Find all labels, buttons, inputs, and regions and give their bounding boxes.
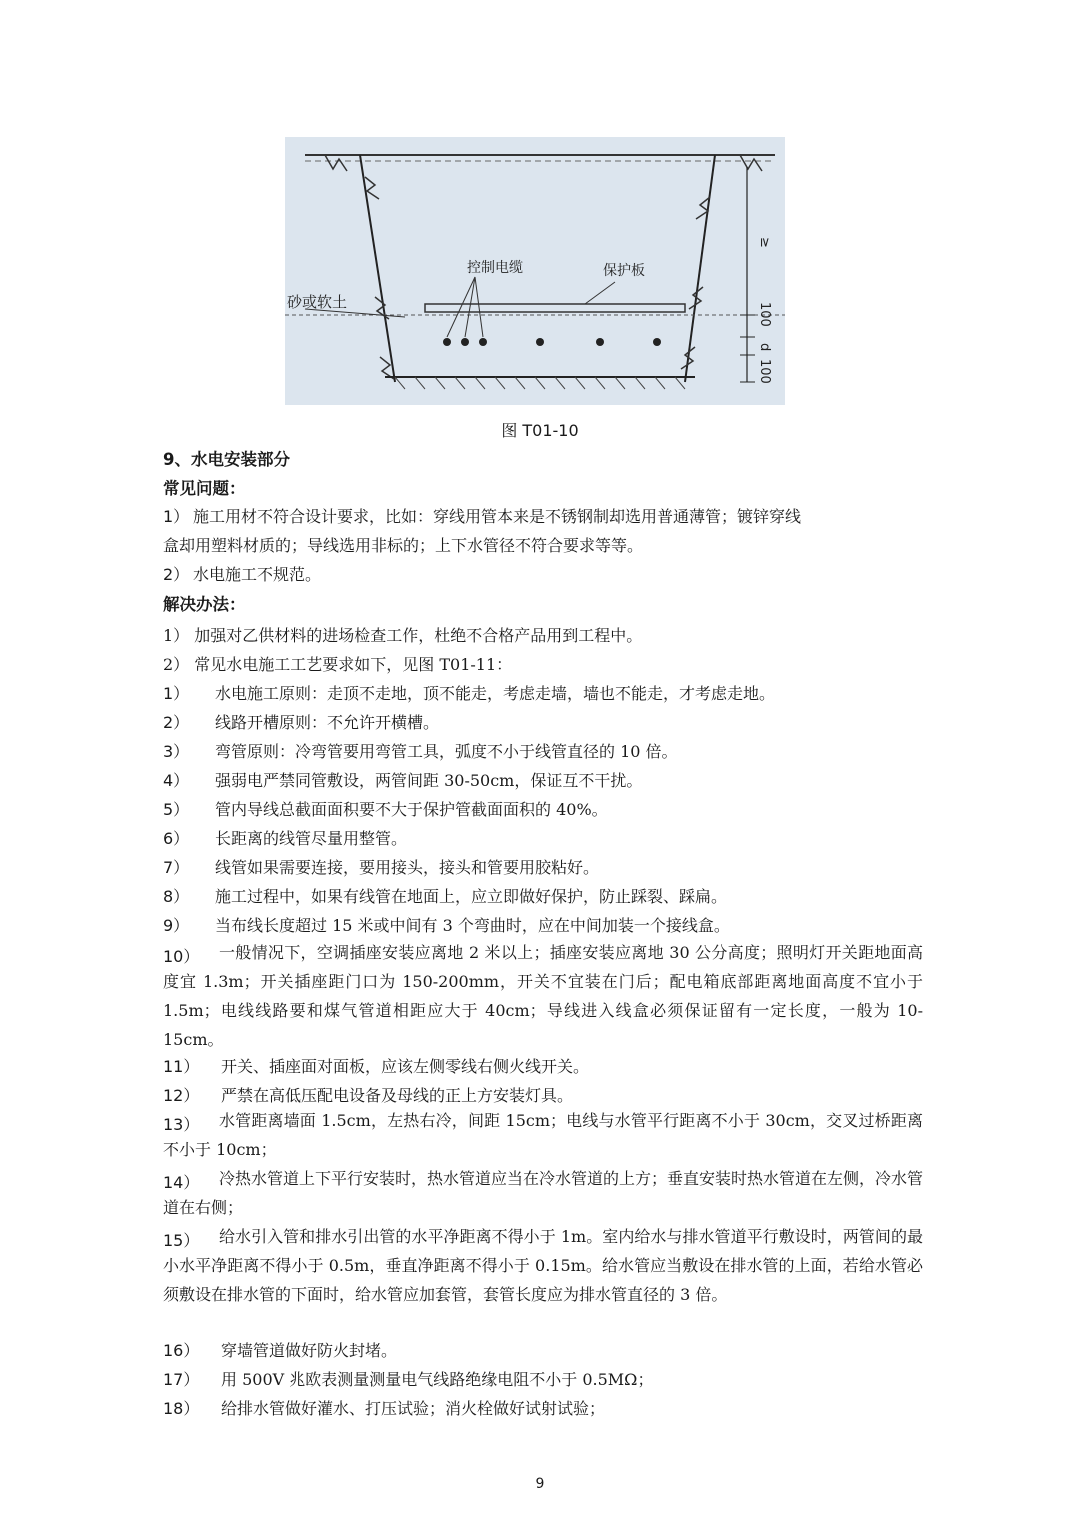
list-item	[163, 797, 923, 820]
list-number: 1）	[163, 684, 190, 703]
list-item	[163, 826, 923, 849]
problem-number: 1）	[163, 507, 190, 526]
trench-diagram-svg	[285, 137, 785, 405]
list-text: 施工过程中，如果有线管在地面上，应立即做好保护，防止踩裂、踩扁。	[215, 887, 728, 906]
list-text: 一般情况下，空调插座安装应离地 2 米以上；插座安装应离地 30 公分高度；照明灯开关距地面高度宜 1.3m；开关插座距门口为 150-200mm，开关不宜装在门后；配电箱底部距离地面高度不宜小于 1.5m；电线线路要和煤气管道相距应大于 40cm；导线进入线盒必须保证留有一定长度，一般为 10-15cm。	[163, 943, 923, 1049]
list-item	[163, 1054, 923, 1077]
list-text: 水电施工原则：走顶不走地，顶不能走，考虑走墙，墙也不能走，才考虑走地。	[215, 684, 776, 703]
list-item	[163, 913, 923, 936]
list-item	[163, 1367, 923, 1390]
problem-item	[163, 562, 923, 585]
list-item	[163, 938, 923, 1054]
list-number: 6）	[163, 829, 190, 848]
list-item	[163, 739, 923, 762]
list-item	[163, 1396, 923, 1419]
page-number: 9	[535, 1476, 545, 1492]
list-item	[163, 1164, 923, 1222]
list-item	[163, 710, 923, 733]
list-text: 长距离的线管尽量用整管。	[215, 829, 408, 848]
list-number: 8）	[163, 887, 190, 906]
list-number: 14）	[163, 1173, 200, 1192]
label-dim-100a: 100	[757, 302, 772, 327]
list-item	[163, 1222, 923, 1309]
problems-heading: 常见问题：	[163, 479, 246, 498]
solution-intro: 2） 常见水电施工工艺要求如下，见图 T01-11：	[163, 655, 513, 674]
list-item	[163, 884, 923, 907]
list-item	[163, 1083, 923, 1106]
list-text: 冷热水管道上下平行安装时，热水管道应当在冷水管道的上方；垂直安装时热水管道在左侧，冷水管道在右侧；	[163, 1169, 924, 1217]
list-number: 11）	[163, 1057, 200, 1076]
list-text: 强弱电严禁同管敷设，两管间距 30-50cm，保证互不干扰。	[215, 771, 643, 790]
list-text: 线路开槽原则：不允许开横槽。	[215, 713, 440, 732]
list-item	[163, 1338, 923, 1361]
list-number: 2）	[163, 713, 190, 732]
solutions-heading: 解决办法：	[163, 595, 246, 614]
list-text: 弯管原则：冷弯管要用弯管工具，弧度不小于线管直径的 10 倍。	[215, 742, 678, 761]
label-dim-d: d	[757, 343, 772, 352]
label-cable: 控制电缆	[467, 260, 523, 276]
list-item	[163, 768, 923, 791]
list-item	[163, 681, 923, 704]
list-text: 严禁在高低压配电设备及母线的正上方安装灯具。	[221, 1086, 574, 1105]
problem-line: 水电施工不规范。	[193, 565, 322, 584]
list-text: 开关、插座面对面板，应该左侧零线右侧火线开关。	[221, 1057, 590, 1076]
problem-item	[163, 504, 923, 527]
problem-line: 施工用材不符合设计要求，比如：穿线用管本来是不锈钢制却选用普通薄管；镀锌穿线	[193, 507, 802, 526]
label-dim-100b: 100	[757, 359, 772, 384]
trench-diagram	[285, 137, 785, 405]
list-number: 15）	[163, 1231, 200, 1250]
list-number: 4）	[163, 771, 190, 790]
list-number: 12）	[163, 1086, 200, 1105]
list-number: 17）	[163, 1370, 200, 1389]
list-number: 5）	[163, 800, 190, 819]
list-text: 穿墙管道做好防火封堵。	[221, 1341, 398, 1360]
list-text: 给排水管做好灌水、打压试验；消火栓做好试射试验；	[221, 1399, 606, 1418]
list-number: 7）	[163, 858, 190, 877]
label-plate: 保护板	[603, 263, 645, 279]
label-dim-top: ≥	[757, 237, 772, 248]
figure-caption: 图 T01-10	[501, 421, 579, 440]
solution-intro: 1） 加强对乙供材料的进场检查工作，杜绝不合格产品用到工程中。	[163, 626, 643, 645]
list-number: 18）	[163, 1399, 200, 1418]
list-text: 给水引入管和排水引出管的水平净距离不得小于 1m。室内给水与排水管道平行敷设时，两管间的最小水平净距离不得小于 0.5m，垂直净距离不得小于 0.15m。给水管应当敷设在排水管的上面，若给水管必须敷设在排水管的下面时，给水管应加套管，套管长度应为排水管直径的 3 倍。	[163, 1227, 923, 1304]
list-text: 水管距离墙面 1.5cm，左热右冷，间距 15cm；电线与水管平行距离不小于 30cm，交叉过桥距离不小于 10cm；	[163, 1111, 923, 1159]
list-text: 当布线长度超过 15 米或中间有 3 个弯曲时，应在中间加装一个接线盒。	[215, 916, 730, 935]
list-text: 管内导线总截面面积要不大于保护管截面面积的 40%。	[215, 800, 608, 819]
list-number: 9）	[163, 916, 190, 935]
list-number: 10）	[163, 947, 200, 966]
list-text: 线管如果需要连接，要用接头，接头和管要用胶粘好。	[215, 858, 600, 877]
list-item	[163, 1106, 923, 1164]
list-item	[163, 855, 923, 878]
list-number: 13）	[163, 1115, 200, 1134]
label-sand: 砂或软土	[287, 293, 348, 311]
problem-number: 2）	[163, 565, 190, 584]
section-title: 9、水电安装部分	[163, 450, 290, 469]
list-text: 用 500V 兆欧表测量测量电气线路绝缘电阻不小于 0.5MΩ；	[221, 1370, 654, 1389]
problem-line: 盒却用塑料材质的；导线选用非标的；上下水管径不符合要求等等。	[163, 536, 644, 555]
list-number: 16）	[163, 1341, 200, 1360]
list-number: 3）	[163, 742, 190, 761]
